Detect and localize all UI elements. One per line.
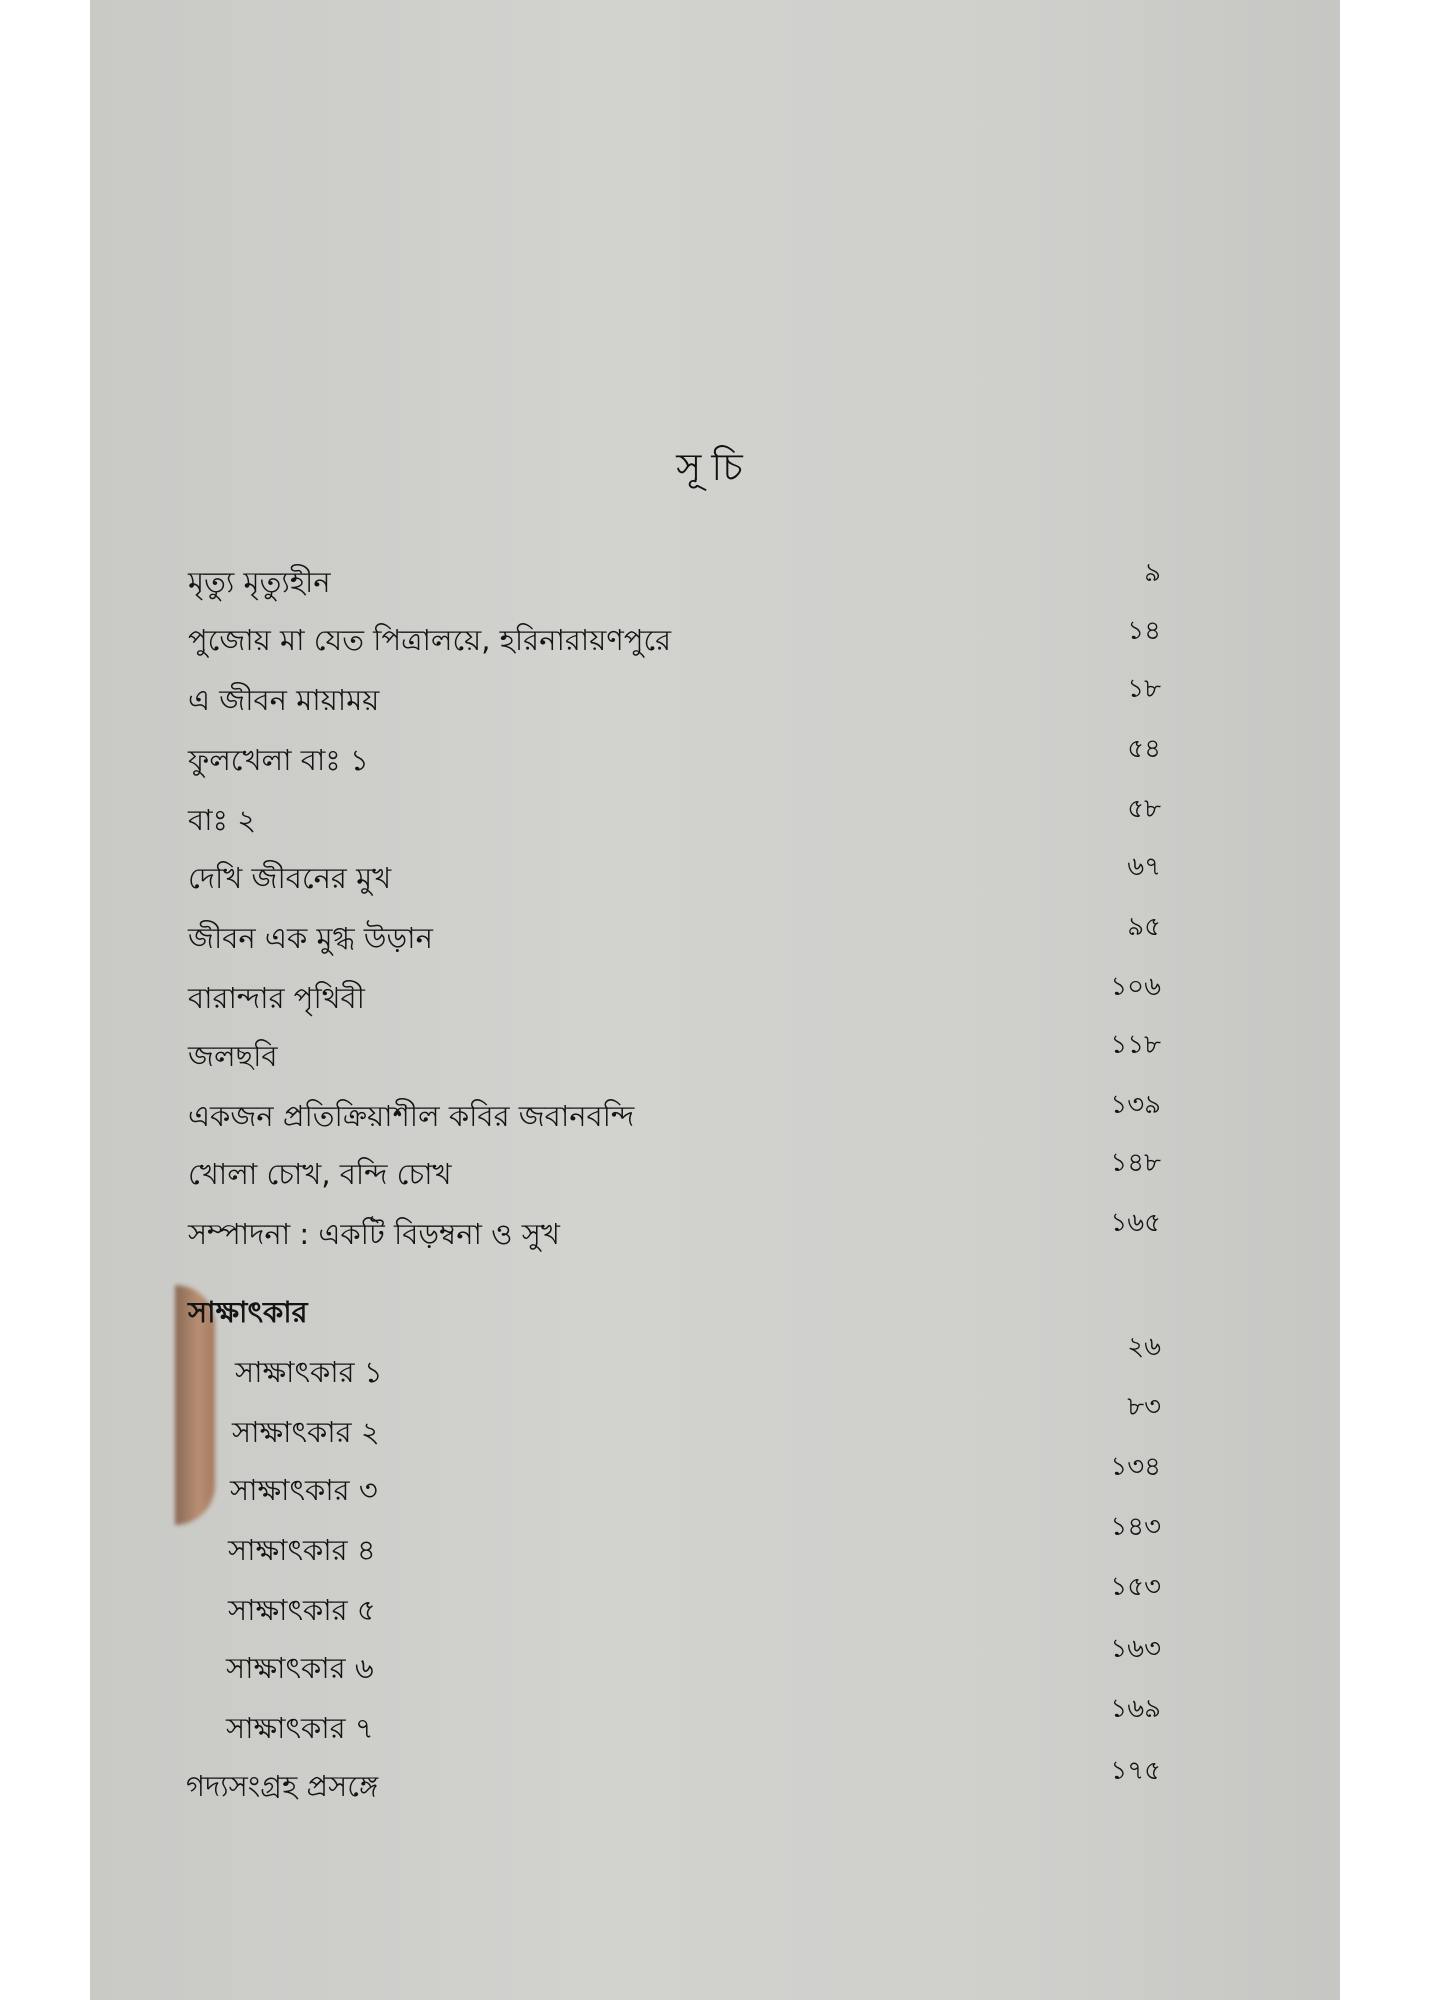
toc-entry-page: ১৩৯	[1110, 1090, 1161, 1120]
toc-entry-page: ১৬৫	[1110, 1208, 1161, 1238]
toc-entry-page: ৯	[1144, 558, 1161, 588]
toc-entry-page: ১৪৮	[1110, 1148, 1161, 1178]
toc-entry-page: ৫৮	[1127, 794, 1161, 824]
toc-subentry-page: ৮৩	[1127, 1392, 1161, 1422]
toc-entry-page: ১৪	[1127, 616, 1161, 646]
toc-entry-label: খোলা চোখ, বন্দি চোখ	[188, 1157, 452, 1191]
toc-entry-label: সম্পাদনা : একটি বিড়ম্বনা ও সুখ	[188, 1217, 560, 1251]
toc-entry-label: একজন প্রতিক্রিয়াশীল কবির জবানবন্দি	[188, 1099, 635, 1133]
toc-entry-label: জীবন এক মুগ্ধ উড়ান	[188, 921, 433, 955]
toc-entry-label: গদ্যসংগ্রহ প্রসঙ্গে	[186, 1769, 379, 1803]
toc-entry-page: ১৮	[1127, 674, 1161, 704]
toc-subentry-page: ১৫৩	[1110, 1572, 1161, 1602]
toc-entry-page: ৬৭	[1127, 852, 1161, 882]
toc-section-heading: সাক্ষাৎকার	[188, 1295, 308, 1329]
toc-subentry-page: ২৬	[1127, 1332, 1161, 1362]
toc-entry-page: ১১৮	[1110, 1030, 1161, 1060]
toc-subentry-page: ১৬৯	[1110, 1694, 1161, 1724]
toc-entry-label: পুজোয় মা যেত পিত্রালয়ে, হরিনারায়ণপুরে	[188, 623, 672, 657]
toc-subentry-label: সাক্ষাৎকার ৫	[228, 1593, 376, 1627]
toc-entry-page: ১৭৫	[1110, 1756, 1161, 1786]
toc-entry-page: ১০৬	[1110, 972, 1161, 1002]
toc-entry-label: এ জীবন মায়াময়	[188, 683, 380, 717]
toc-subentry-label: সাক্ষাৎকার ২	[232, 1415, 380, 1449]
toc-entry-label: জলছবি	[188, 1039, 278, 1073]
toc-title: সূচি	[676, 445, 753, 489]
toc-subentry-page: ১৬৩	[1110, 1634, 1161, 1664]
toc-subentry-label: সাক্ষাৎকার ১	[235, 1355, 383, 1389]
toc-entry-page: ৯৫	[1127, 912, 1161, 942]
toc-subentry-label: সাক্ষাৎকার ৭	[226, 1711, 374, 1745]
toc-entry-label: বাঃ ২	[188, 803, 257, 837]
toc-entry-label: দেখি জীবনের মুখ	[188, 861, 392, 895]
toc-subentry-page: ১৩৪	[1110, 1452, 1161, 1482]
toc-entry-label: মৃত্যু মৃত্যুহীন	[188, 565, 331, 599]
toc-subentry-label: সাক্ষাৎকার ৬	[226, 1651, 374, 1685]
toc-entry-label: ফুলখেলা বাঃ ১	[188, 743, 369, 777]
toc-subentry-page: ১৪৩	[1110, 1512, 1161, 1542]
toc-subentry-label: সাক্ষাৎকার ৪	[228, 1533, 376, 1567]
toc-subentry-label: সাক্ষাৎকার ৩	[230, 1473, 378, 1507]
toc-entry-page: ৫৪	[1127, 734, 1161, 764]
toc-entry-label: বারান্দার পৃথিবী	[188, 981, 365, 1015]
